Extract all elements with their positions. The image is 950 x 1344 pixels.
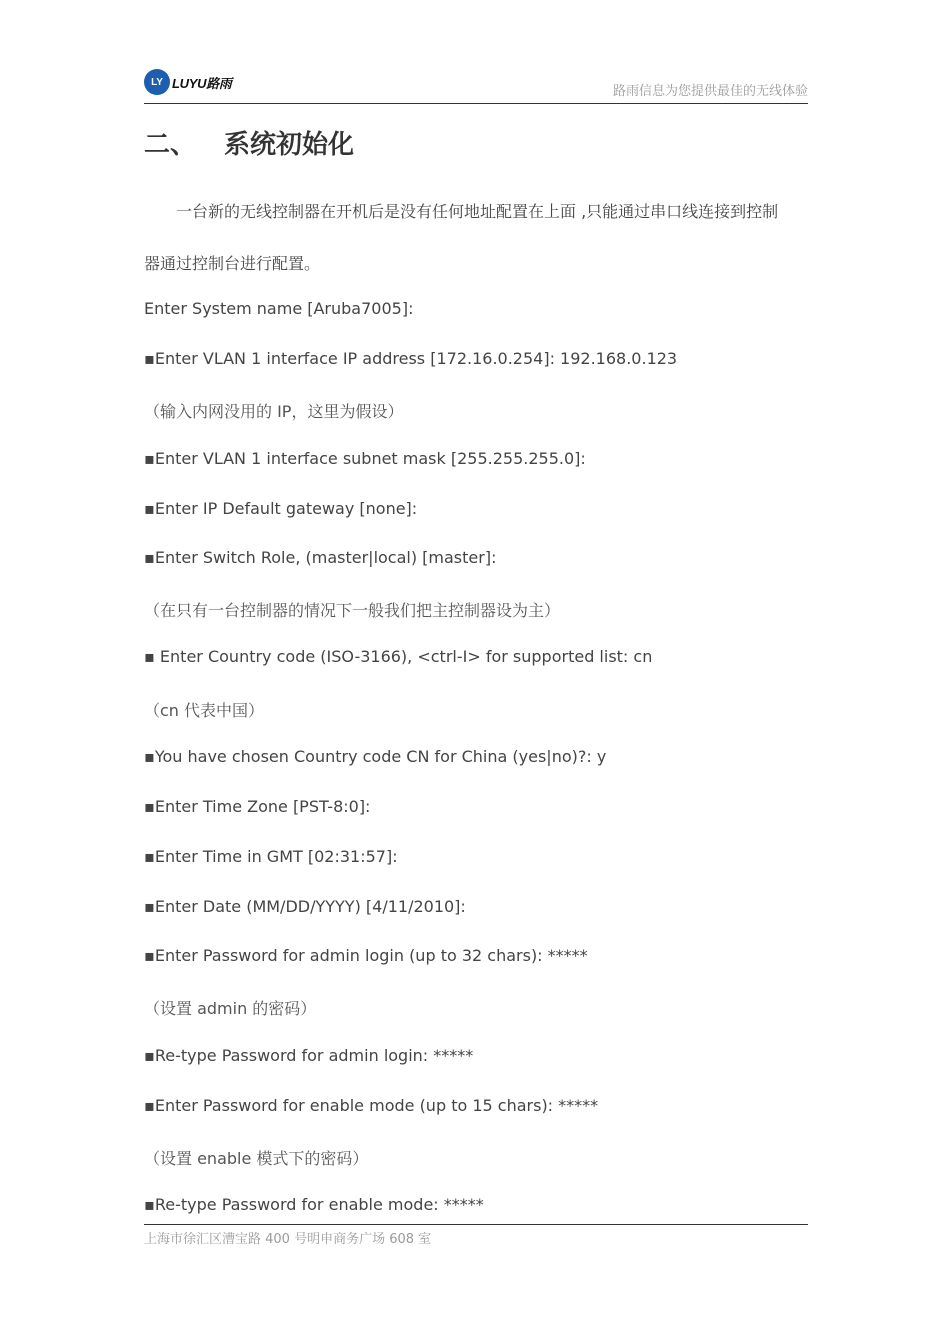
config-line-subnet-mask: ▪Enter VLAN 1 interface subnet mask [255.255.255.0]: [144,449,586,468]
note-line-admin-password: （设置 admin 的密码） [144,999,317,1018]
config-line-enable-password: ▪Enter Password for enable mode (up to 15 chars): ***** [144,1096,599,1115]
config-line-confirm-country: ▪You have chosen Country code CN for China (yes|no)?: y [144,747,607,766]
section-title [144,124,354,161]
config-line-switch-role: ▪Enter Switch Role, (master|local) [master]: [144,548,497,567]
config-line-system-name: Enter System name [Aruba7005]: [144,299,414,318]
company-logo [144,67,232,97]
note-line-cn: （cn 代表中国） [144,701,265,720]
note-line-enable-password: （设置 enable 模式下的密码） [144,1149,369,1168]
config-line-date: ▪Enter Date (MM/DD/YYYY) [4/11/2010]: [144,897,466,916]
config-line-vlan-ip: ▪Enter VLAN 1 interface IP address [172.16.0.254]: 192.168.0.123 [144,349,678,368]
intro-line-1: 一台新的无线控制器在开机后是没有任何地址配置在上面 ,只能通过串口线连接到控制 [176,202,779,221]
config-line-retype-admin-password: ▪Re-type Password for admin login: ***** [144,1046,474,1065]
config-line-retype-enable-password: ▪Re-type Password for enable mode: ***** [144,1195,484,1214]
note-line-ip: （输入内网没用的 IP，这里为假设） [144,402,404,421]
section-title-text: 系统初始化 [224,130,355,160]
config-line-gateway: ▪Enter IP Default gateway [none]: [144,499,418,518]
config-line-country-code: ▪ Enter Country code (ISO-3166), <ctrl-I> for supported list: cn [144,647,653,666]
logo-text: LUYU路雨 [172,75,232,91]
config-line-time-zone: ▪Enter Time Zone [PST-8:0]: [144,797,371,816]
footer-address: 上海市徐汇区漕宝路 400 号明申商务广场 608 室 [144,1232,432,1247]
note-line-master: （在只有一台控制器的情况下一般我们把主控制器设为主） [144,601,561,620]
section-number: 二、 [144,130,197,160]
config-line-admin-password: ▪Enter Password for admin login (up to 32 chars): ***** [144,946,588,965]
page-header [144,64,808,104]
header-tagline: 路雨信息为您提供最佳的无线体验 [612,84,808,99]
logo-badge: LY [144,69,170,95]
header-divider [144,103,808,104]
config-line-time-gmt: ▪Enter Time in GMT [02:31:57]: [144,847,398,866]
footer-divider [144,1224,808,1225]
intro-line-2: 器通过控制台进行配置。 [144,254,321,273]
